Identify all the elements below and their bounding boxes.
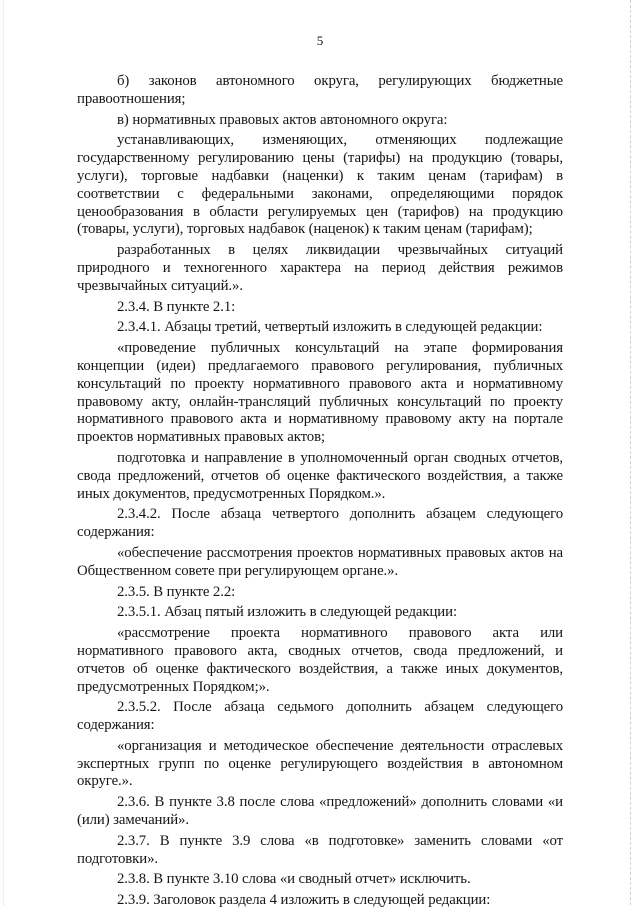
paragraph-review-project: «рассмотрение проекта нормативного правового акта или нормативного правового акта, сводных отчетов, свода предложений, и отчетов об оценке фактического воздействия, а также иных документов, предусмотренных Порядком;». <box>77 625 563 695</box>
paragraph-2-3-5-2: 2.3.5.2. После абзаца седьмого дополнить абзацем следующего содержания: <box>77 699 563 734</box>
scan-right-edge <box>629 0 631 905</box>
paragraph-emergency: разработанных в целях ликвидации чрезвычайных ситуаций природного и техногенного характера на период действия режимов чрезвычайных ситуаций.». <box>77 242 563 294</box>
paragraph-public-consultations: «проведение публичных консультаций на этапе формирования концепции (идеи) предлагаемого правового регулирования, публичных консультаций по проекту нормативного правового акта и нормативному правовому акту, онлайн-трансляций публичных консультаций по проекту нормативного правового акта и нормативному правовому акту на портале проектов нормативных правовых актов; <box>77 340 563 446</box>
paragraph-establishing-prices: устанавливающих, изменяющих, отменяющих подлежащие государственному регулированию цены (тарифы) на продукцию (товары, услуги), торговые надбавки (наценки) к таким ценам (тарифам) в соответствии с федеральными законами, определяющими порядок ценообразования в области регулируемых цен (тарифов) на продукцию (товары, услуги), торговых надбавок (наценок) к таким ценам (тарифам); <box>77 132 563 238</box>
paragraph-2-3-5-1: 2.3.5.1. Абзац пятый изложить в следующей редакции: <box>117 604 457 621</box>
paragraph-2-3-4-1: 2.3.4.1. Абзацы третий, четвертый изложить в следующей редакции: <box>117 319 543 336</box>
paragraph-2-3-7: 2.3.7. В пункте 3.9 слова «в подготовке» заменить словами «от подготовки». <box>77 832 563 867</box>
paragraph-public-council: «обеспечение рассмотрения проектов нормативных правовых актов на Общественном совете при регулирующем органе.». <box>77 544 563 579</box>
page-number: 5 <box>316 33 324 48</box>
document-body <box>77 73 563 910</box>
paragraph-2-3-4-2: 2.3.4.2. После абзаца четвертого дополнить абзацем следующего содержания: <box>77 506 563 541</box>
paragraph-preparation: подготовка и направление в уполномоченный орган сводных отчетов, свода предложений, отчетов об оценке фактического воздействия, а также иных документов, предусмотренных Порядком.». <box>77 449 563 502</box>
paragraph-v-acts: в) нормативных правовых актов автономного округа: <box>117 111 448 128</box>
paragraph-expert-groups: «организация и методическое обеспечение деятельности отраслевых экспертных групп по оценке регулирующего воздействия в автономном округе.». <box>77 737 563 790</box>
scan-left-edge <box>3 0 5 905</box>
paragraph-2-3-6: 2.3.6. В пункте 3.8 после слова «предложений» дополнить словами «и (или) замечаний». <box>77 794 563 829</box>
paragraph-2-3-9: 2.3.9. Заголовок раздела 4 изложить в следующей редакции: <box>117 892 491 909</box>
paragraph-b-laws: б) законов автономного округа, регулирующих бюджетные правоотношения; <box>77 73 563 107</box>
paragraph-2-3-8: 2.3.8. В пункте 3.10 слова «и сводный отчет» исключить. <box>117 871 471 888</box>
paragraph-2-3-4: 2.3.4. В пункте 2.1: <box>117 298 236 315</box>
paragraph-2-3-5: 2.3.5. В пункте 2.2: <box>117 583 236 600</box>
